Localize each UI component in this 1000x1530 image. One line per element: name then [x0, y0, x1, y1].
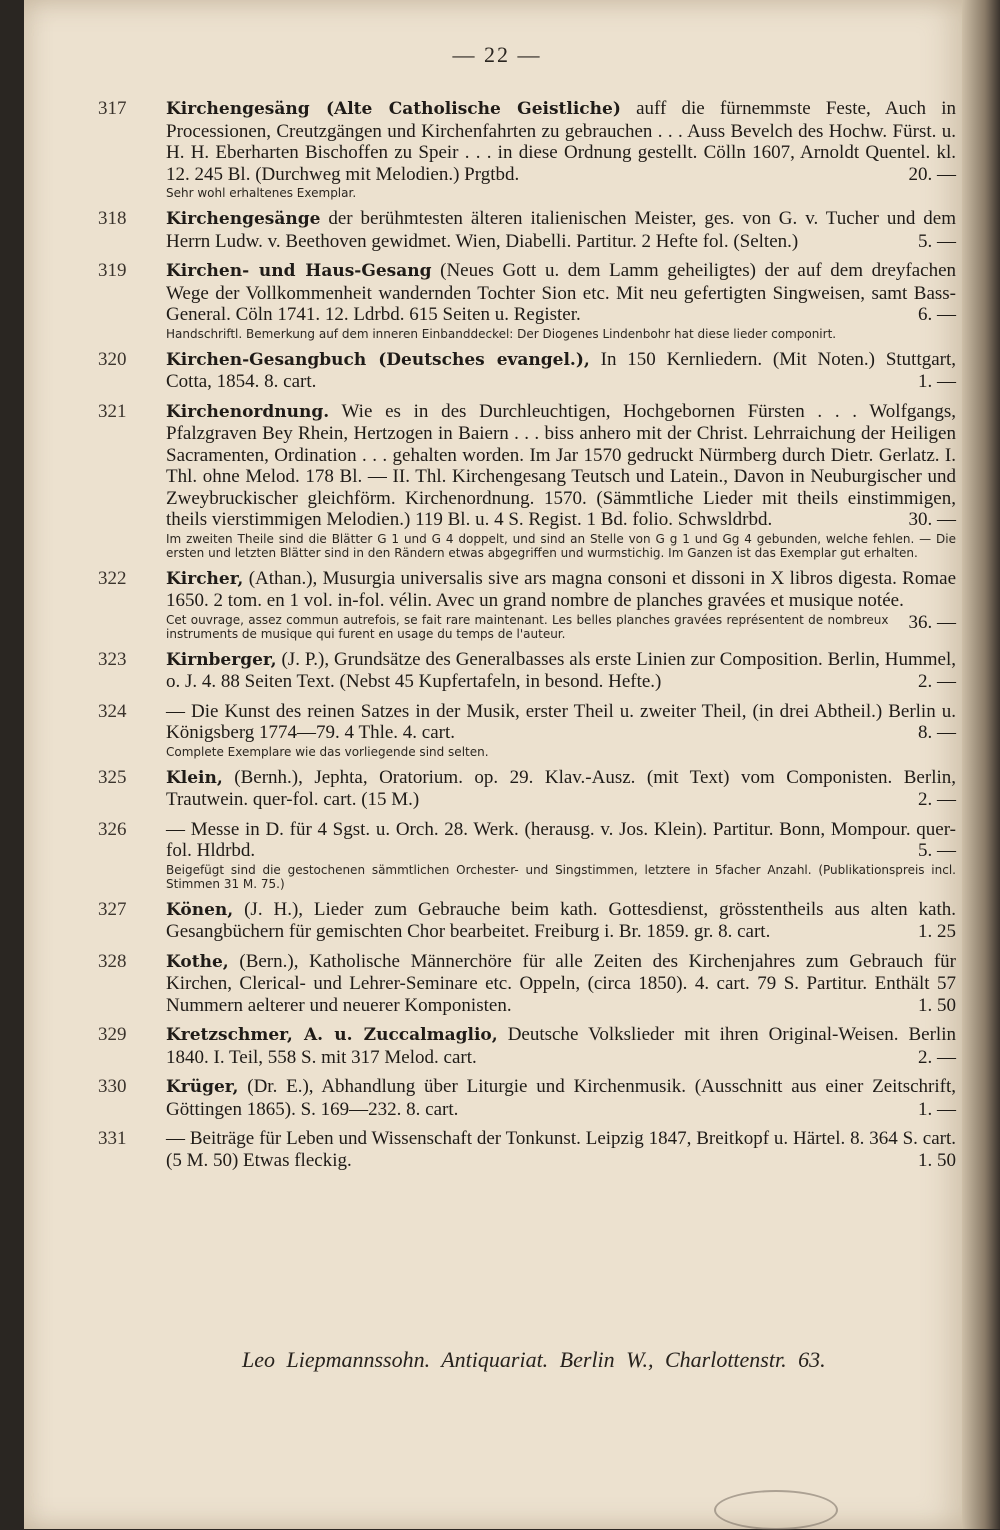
entry-text: In 150 Kernliedern. (Mit Noten.) Stuttgart, Cotta, 1854. 8. cart.: [166, 348, 957, 392]
entry-body: [166, 1128, 956, 1171]
catalog-entry: [98, 400, 956, 560]
entry-price: 2. —: [918, 789, 956, 810]
entry-number: 325: [98, 766, 127, 788]
catalog-entry: [98, 1024, 956, 1068]
entry-number: 318: [98, 208, 127, 229]
entry-price: 1. —: [918, 1098, 956, 1120]
entry-price: 8. —: [918, 722, 956, 743]
entry-note: Handschriftl. Bemerkung auf dem inneren Einbanddeckel: Der Diogenes Lindenbohr hat diese lieder componirt.: [166, 326, 837, 341]
entry-text: (Dr. E.), Abhandlung über Liturgie und Kirchenmusik. (Ausschnitt aus einer Zeitschrift, Göttingen 1865). S. 169—232. 8. cart.: [166, 1076, 956, 1120]
entry-title: Kirchen-Gesangbuch (Deutsches evangel.),: [166, 349, 590, 370]
entry-body: [166, 1076, 956, 1120]
catalog-entry: [98, 1128, 956, 1171]
entry-price: 1. 50: [918, 1149, 956, 1171]
catalog-entry: [98, 898, 956, 943]
catalog-entry: [98, 950, 956, 1017]
entry-text: (J. H.), Lieder zum Gebrauche beim kath. Gottesdienst, grösstentheils aus alten kath. Gesangbüchern für gemischten Chor bearbeitet. Freiburg i. Br. 1859. gr. 8. cart.: [166, 898, 956, 942]
entry-body: [166, 767, 956, 811]
entry-note: Complete Exemplare wie das vorliegende sind selten.: [166, 744, 489, 759]
entry-number: 320: [98, 348, 127, 370]
entry-body: [166, 98, 956, 185]
catalog-entry: [98, 648, 956, 693]
catalog-entry: [98, 818, 956, 891]
entry-body: [166, 899, 956, 943]
entry-title: Klein,: [166, 767, 223, 788]
catalog-entry: [98, 567, 956, 641]
entry-title: Kirnberger,: [166, 649, 277, 670]
entry-price: 6. —: [918, 304, 956, 325]
entry-text: — Beiträge für Leben und Wissenschaft der Tonkunst. Leipzig 1847, Breitkopf u. Härtel. 8. 364 S. cart. (5 M. 50) Etwas fleckig.: [166, 1128, 956, 1171]
entry-price: 1. 25: [918, 921, 956, 942]
entry-body: [166, 1024, 956, 1068]
entry-text: Deutsche Volkslieder mit ihren Original-Weisen. Berlin 1840. I. Teil, 558 S. mit 317 Melod. cart.: [166, 1024, 956, 1068]
entry-title: Kretzschmer, A. u. Zuccalmaglio,: [166, 1025, 498, 1045]
entry-price: 5. —: [918, 230, 956, 252]
entry-body: [166, 819, 956, 862]
book-spine-edge: [962, 0, 1000, 1529]
entry-note: Im zweiten Theile sind die Blätter G 1 und G 4 doppelt, und sind an Stelle von G g 1 und Gg 4 gebunden, welche fehlen. — Die ersten und letzten Blätter sind in den Rändern etwas abgegriffen und wurmstichig. Im Ganzen ist das Exemplar gut erhalten.: [166, 531, 956, 560]
entry-number: 321: [98, 400, 127, 422]
entry-price: 36. —: [908, 611, 956, 633]
entry-list: [98, 98, 957, 1179]
catalog-entry: [98, 260, 956, 341]
entry-number: 330: [98, 1076, 127, 1097]
entry-number: 319: [98, 260, 127, 281]
entry-price: 2. —: [918, 1046, 956, 1068]
entry-title: Kirchen- und Haus-Gesang: [166, 261, 432, 281]
entry-price: 30. —: [908, 509, 956, 530]
catalog-entry: [98, 208, 956, 252]
entry-note: Beigefügt sind die gestochenen sämmtlichen Orchester- und Singstimmen, letztere in 5facher Anzahl. (Publikationspreis incl. Stimmen 31 M. 75.): [166, 862, 956, 891]
entry-price: 1. —: [918, 371, 956, 392]
entry-number: 329: [98, 1024, 127, 1045]
entry-text: (Bern.), Katholische Männerchöre für alle Zeiten des Kirchenjahres zum Gebrauch für Kirchen, Clerical- und Lehrer-Seminare etc. Oppeln, (circa 1850). 4. cart. 79 S. Partitur. Enthält 57 Nummern aelterer und neuerer Komponisten.: [166, 950, 956, 1016]
entry-number: 322: [98, 567, 127, 589]
entry-text: der berühmtesten älteren italienischen Meister, ges. von G. v. Tucher und dem Herrn Ludw. v. Beethoven gewidmet. Wien, Diabelli. Partitur. 2 Hefte fol. (Selten.): [166, 208, 956, 252]
entry-body: [166, 349, 956, 393]
entry-title: Kirchengesäng (Alte Catholische Geistliche): [166, 99, 621, 119]
catalog-page: [24, 0, 970, 1529]
entry-number: 317: [98, 98, 127, 119]
entry-number: 326: [98, 818, 127, 840]
entry-price: 5. —: [918, 840, 956, 861]
entry-text: Wie es in des Durchleuchtigen, Hochgebornen Fürsten . . . Wolfgangs, Pfalzgraven Bey Rhein, Hertzogen in Baiern . . . biss anhero mit der Christ. Lehrraichung der Heiligen Sacramenten, Ordination . . . gehalten worden. Im Jar 1570 gedruckt Nürmberg durch Dietr. Gerlatz. I. Thl. ohne Melod. 178 Bl. — II. Thl. Kirchengesang Teutsch und Latein., Davon in Neuburgischer und Zweybruckischer gleichförm. Kirchenordnung. 1570. (Sämmtliche Lieder mit theils einstimmigen, theils vierstimmigen Melodien.) 119 Bl. u. 4 S. Regist. 1 Bd. folio. Schwsldrbd.: [166, 400, 956, 530]
entry-body: [166, 401, 956, 531]
entry-text: — Die Kunst des reinen Satzes in der Musik, erster Theil u. zweiter Theil, (in drei Abtheil.) Berlin u. Königsberg 1774—79. 4 Thle. 4. cart.: [166, 700, 956, 743]
entry-title: Könen,: [166, 899, 234, 920]
entry-note: Sehr wohl erhaltenes Exemplar.: [166, 186, 357, 200]
entry-title: Krüger,: [166, 1077, 239, 1097]
entry-number: 324: [98, 700, 127, 722]
entry-number: 328: [98, 950, 127, 972]
entry-number: 323: [98, 648, 127, 670]
entry-text: (Neues Gott u. dem Lamm geheiligtes) der auf dem dreyfachen Wege der Vollkommenheit wandernden Tochter Sion etc. Mit neu gefertigten Singweisen, samt Bass-General. Cöln 1741. 12. Ldrbd. 615 Seiten u. Register.: [166, 260, 956, 325]
entry-text: (Bernh.), Jephta, Oratorium. op. 29. Klav.-Ausz. (mit Text) vom Componisten. Berlin, Trautwein. quer-fol. cart. (15 M.): [166, 766, 956, 810]
entry-number: 331: [98, 1128, 127, 1149]
entry-body: [166, 649, 956, 693]
library-stamp-mark: [714, 1490, 838, 1530]
entry-price: 1. 50: [918, 994, 956, 1016]
entry-text: (J. P.), Grundsätze des Generalbasses als erste Linien zur Composition. Berlin, Hummel, o. J. 4. 88 Seiten Text. (Nebst 45 Kupfertafeln, in besond. Hefte.): [166, 648, 956, 692]
catalog-entry: [98, 766, 956, 811]
entry-number: 327: [98, 898, 127, 920]
entry-title: Kircher,: [166, 568, 244, 589]
catalog-entry: [98, 98, 956, 200]
entry-text: (Athan.), Musurgia universalis sive ars magna consoni et dissoni in X libros digesta. Romae 1650. 2 tom. en 1 vol. in-fol. vélin. Avec un grand nombre de planches gravées et musique notée.: [166, 567, 956, 611]
entry-title: Kothe,: [166, 951, 229, 972]
entry-title: Kirchengesänge: [166, 209, 321, 229]
entry-body: [166, 951, 956, 1017]
entry-note: Cet ouvrage, assez commun autrefois, se fait rare maintenant. Les belles planches gravées représentent de nombreux instruments de musique qui furent en usage du temps de l'auteur.: [166, 612, 889, 641]
catalog-entry: [98, 1076, 956, 1120]
catalog-entry: [98, 700, 956, 759]
page-number: — 22 —: [452, 42, 542, 67]
entry-title: Kirchenordnung.: [166, 401, 330, 422]
entry-price: 20. —: [908, 163, 956, 185]
entry-body: [166, 701, 956, 744]
entry-text: auff die fürnemmste Feste, Auch in Processionen, Creutzgängen und Kirchenfahrten zu gebrauchen . . . Auss Bevelch des Hochw. Fürst. u. H. H. Eberharten Bischoffen zu Speir . . . in diese Ordnung gestellt. Cölln 1607, Arnoldt Quentel. kl. 12. 245 Bl. (Durchweg mit Melodien.) Prgtbd.: [166, 98, 956, 185]
entry-text: — Messe in D. für 4 Sgst. u. Orch. 28. Werk. (herausg. v. Jos. Klein). Partitur. Bonn, Mompour. quer-fol. Hldrbd.: [166, 818, 956, 861]
entry-body: [166, 208, 956, 252]
entry-body: [166, 260, 956, 326]
entry-price: 2. —: [918, 671, 956, 692]
catalog-entry: [98, 348, 957, 393]
publisher-footer: Leo Liepmannssohn. Antiquariat. Berlin W., Charlottenstr. 63.: [242, 1347, 826, 1372]
